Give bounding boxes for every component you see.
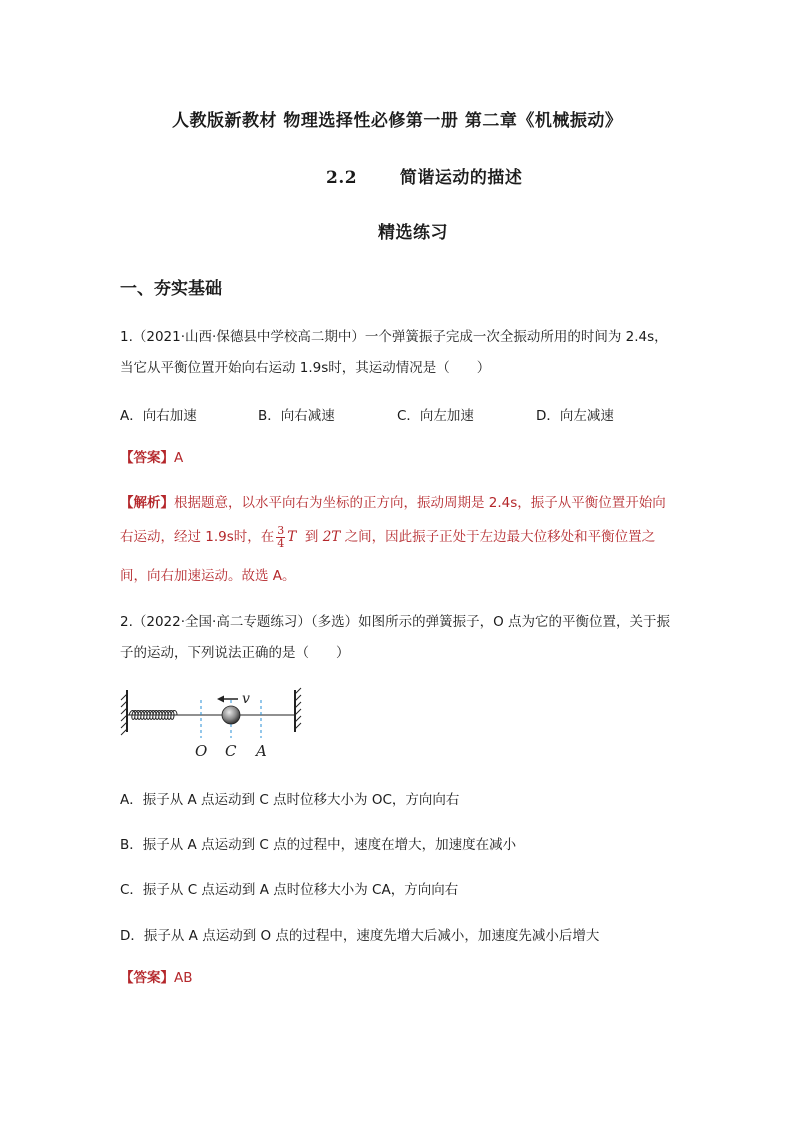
part-heading: 一、夯实基础 [120,279,222,299]
two-period-symbol: 2T [322,529,341,545]
fraction-numerator: 3 [277,523,285,537]
q1-stem-line2: 当它从平衡位置开始向右运动 1.9s时，其运动情况是（ ） [120,360,491,376]
spring-oscillator-figure [118,682,314,764]
answer-value: AB [174,970,193,986]
analysis-text-2c: 之间，因此振子正处于左边最大位移处和平衡位置之 [344,529,656,545]
analysis-text-2b: 到 [304,529,319,545]
document-subtitle: 精选练习 [378,223,448,243]
q2-stem-line1: 2.（2022·全国·高二专题练习）（多选）如图所示的弹簧振子，O 点为它的平衡位置，关于振 [120,614,670,630]
q1-analysis-line1 [120,494,666,512]
q2-option-d: D．振子从 A 点运动到 O 点的过程中，速度先增大后减小，加速度先减小后增大 [120,928,600,944]
period-symbol: T [287,529,297,545]
q1-answer [120,449,183,467]
answer-label: 【答案】 [120,970,174,986]
q1-option-a: A．向右加速 [120,408,197,424]
q2-option-a: A．振子从 A 点运动到 C 点时位移大小为 OC，方向向右 [120,792,460,808]
label-c: C [225,742,237,760]
q2-option-b: B．振子从 A 点运动到 C 点的过程中，速度在增大，加速度在减小 [120,837,517,853]
q2-option-c: C．振子从 C 点运动到 A 点时位移大小为 CA，方向向右 [120,882,459,898]
label-o: O [195,742,208,760]
q1-stem-line1: 1.（2021·山西·保德县中学校高二期中）一个弹簧振子完成一次全振动所用的时间为 2.4s， [120,329,668,345]
answer-label: 【答案】 [120,450,174,466]
section-heading [326,163,522,188]
oscillator-ball [222,706,240,724]
analysis-label: 【解析】 [120,495,174,511]
document-title: 人教版新教材 物理选择性必修第一册 第二章《机械振动》 [172,111,623,131]
q1-option-d: D．向左减速 [536,408,614,424]
label-a: A [256,742,267,760]
answer-value: A [174,450,184,466]
analysis-text-1: 根据题意，以水平向右为坐标的正方向，振动周期是 2.4s，振子从平衡位置开始向 [174,495,666,511]
fraction-denominator: 4 [277,536,285,550]
q1-analysis-line2 [120,522,655,552]
section-number: 2.2 [326,168,358,188]
label-v: v [242,691,250,707]
q1-option-c: C．向左加速 [397,408,474,424]
q1-option-b: B．向右减速 [258,408,335,424]
section-title: 简谐运动的描述 [399,168,523,188]
q1-analysis-line3: 间，向右加速运动。故选 A。 [120,568,296,584]
q2-stem-line2: 子的运动，下列说法正确的是（ ） [120,645,350,661]
velocity-arrowhead [217,696,224,703]
q2-answer [120,969,193,987]
analysis-text-2a: 右运动，经过 1.9s时，在 [120,529,275,545]
fraction-three-quarters [276,525,285,550]
